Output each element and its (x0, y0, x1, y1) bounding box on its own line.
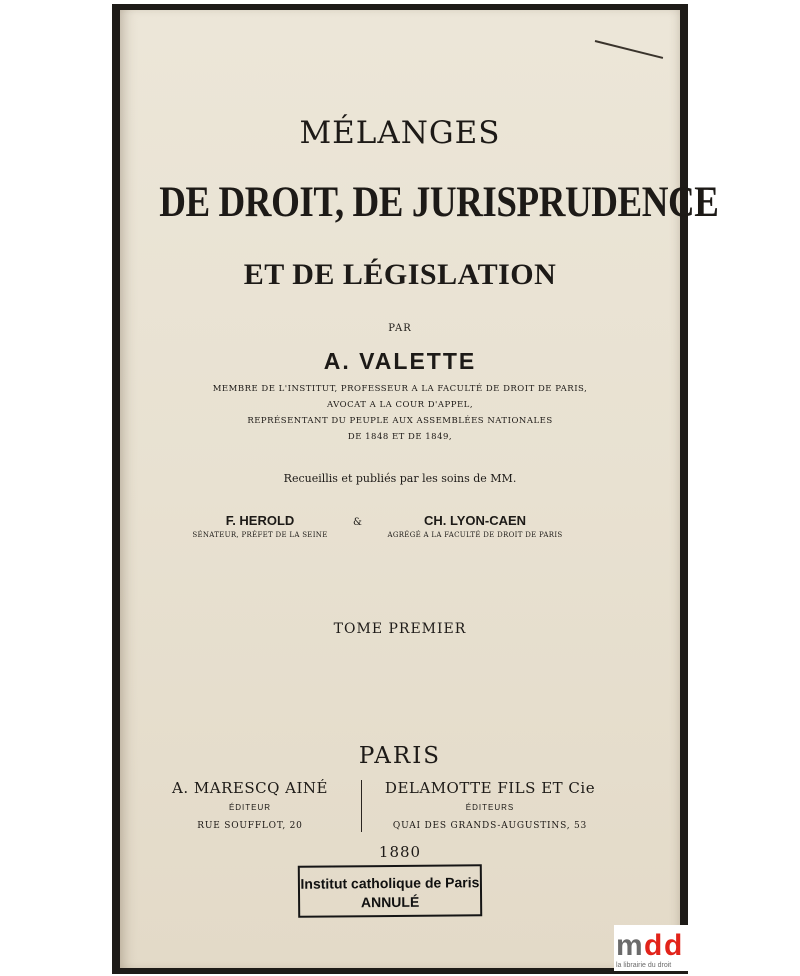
svg-text:d: d (664, 929, 683, 962)
mdd-logo (614, 925, 690, 971)
byline: PAR (388, 323, 412, 334)
author-name: A. VALETTE (323, 348, 477, 374)
collected-by: Recueillis et publiés par les soins de MM. (283, 472, 517, 485)
publisher-marescq-role: ÉDITEUR (228, 803, 272, 812)
publisher-delamotte-name: DELAMOTTE FILS ET Cie (384, 779, 596, 797)
editor-herold-role: SÉNATEUR, PRÉFET DE LA SEINE (192, 531, 328, 539)
svg-text:m: m (616, 929, 643, 962)
mdd-logo-icon (614, 925, 690, 971)
title-line-2: DE DROIT, DE JURISPRUDENCE (159, 179, 719, 226)
stamp-line-1: Institut catholique de Paris (300, 874, 480, 892)
title-line-3: ET DE LÉGISLATION (243, 258, 557, 291)
author-desc-1: MEMBRE DE L'INSTITUT, PROFESSEUR A LA FACULTÉ DE DROIT DE PARIS, (212, 384, 588, 394)
city: PARIS (358, 743, 442, 769)
editor-lyon-caen-role: AGRÉGÉ A LA FACULTÉ DE DROIT DE PARIS (387, 531, 563, 539)
publisher-marescq-address: RUE SOUFFLOT, 20 (197, 821, 303, 831)
library-stamp (298, 864, 482, 918)
editor-herold-name: F. HEROLD (225, 513, 295, 528)
publisher-marescq-name: A. MARESCQ AINÉ (172, 779, 328, 797)
title-page (120, 10, 719, 968)
page-tear (595, 40, 663, 59)
publisher-delamotte-role: ÉDITEURS (465, 803, 515, 812)
svg-text:d: d (644, 929, 663, 962)
publication-year: 1880 (378, 843, 422, 861)
author-desc-2: AVOCAT A LA COUR D'APPEL, (326, 400, 474, 410)
stamp-line-2: ANNULÉ (360, 893, 420, 911)
volume-label: TOME PREMIER (333, 621, 467, 637)
ampersand: & (353, 517, 362, 528)
author-desc-3: REPRÉSENTANT DU PEUPLE AUX ASSEMBLÉES NATIONALES (247, 416, 553, 426)
title-line-1: MÉLANGES (299, 115, 501, 151)
publisher-divider (361, 780, 362, 832)
svg-text:la librairie du droit: la librairie du droit (616, 962, 672, 969)
editor-lyon-caen-name: CH. LYON-CAEN (423, 513, 527, 528)
publisher-delamotte-address: QUAI DES GRANDS-AUGUSTINS, 53 (392, 821, 588, 831)
author-desc-4: DE 1848 ET DE 1849, (347, 432, 453, 442)
